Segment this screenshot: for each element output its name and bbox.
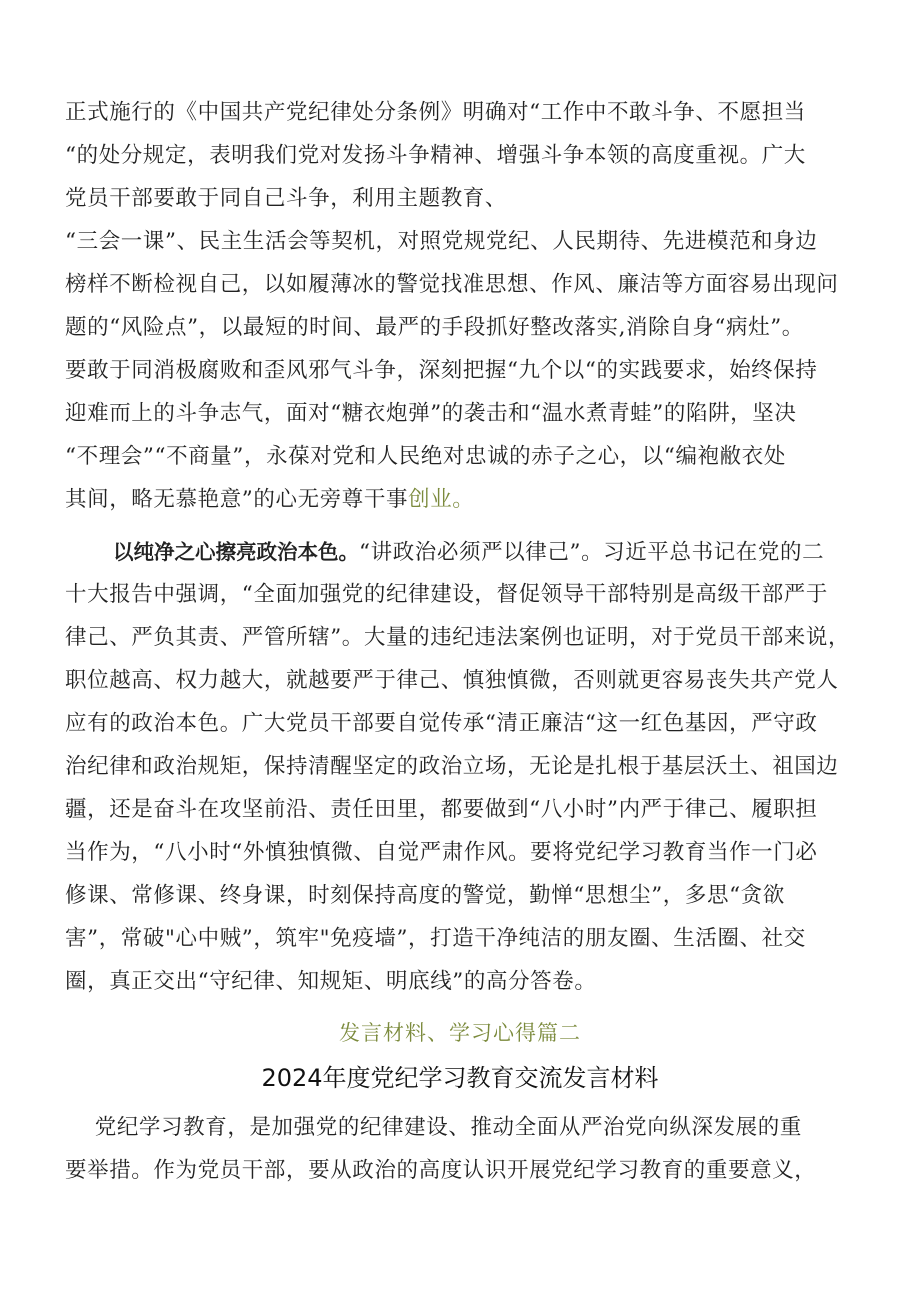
paragraph-line: 圈，真正交出“守纪律、知规矩、明底线”的高分答卷。 (65, 969, 597, 994)
section-subheading: 发言材料、学习心得篇二 (339, 1021, 581, 1045)
paragraph-line (65, 485, 474, 515)
paragraph-line (113, 537, 824, 568)
paragraph-line: 应有的政治本色。广大党员干部要自觉传承“清正廉洁“这一红色基因，严守政 (65, 711, 818, 736)
paragraph-line: 要敢于同消极腐败和歪风邪气斗争，深刻把握“九个以“的实践要求，始终保持 (65, 358, 818, 383)
paragraph-line: 要举措。作为党员干部，要从政治的高度认识开展党纪学习教育的重要意义， (65, 1158, 817, 1183)
paragraph-line: “的处分规定，表明我们党对发扬斗争精神、增强斗争本领的高度重视。广大 (65, 143, 806, 168)
paragraph-line: 十大报告中强调，“全面加强党的纪律建设，督促领导干部特别是高级干部严于 (65, 582, 828, 607)
paragraph-line: 职位越高、权力越大，就越要严于律己、慎独慎微，否则就更容易丧失共产党人 (65, 668, 839, 693)
paragraph-line: 榜样不断检视自己，以如履薄冰的警觉找准思想、作风、廉洁等方面容易出现问 (65, 272, 839, 297)
document-title: 2024年度党纪学习教育交流发言材料 (261, 1064, 659, 1092)
paragraph-line: 律己、严负其责、严管所辖”。大量的违纪违法案例也证明，对于党员干部来说， (65, 625, 851, 650)
paragraph-line: 修课、常修课、终身课，时刻保持高度的警觉，勤惮“思想尘”，多思“贪欲 (65, 883, 785, 908)
paragraph-text-tail: 创业。 (408, 487, 475, 512)
paragraph-line: 正式施行的《中国共产党纪律处分条例》明确对“工作中不敢斗争、不愿担当 (65, 100, 806, 125)
paragraph-line: 题的“风险点”，以最短的时间、最严的手段抓好整改落实,消除自身“病灶”。 (65, 315, 804, 340)
paragraph-line: “三会一课”、民主生活会等契机，对照党规党纪、人民期待、先进模范和身边 (65, 229, 818, 254)
paragraph-line: “不理会”“不商量”，永葆对党和人民绝对忠诚的赤子之心，以“编袍敝衣处 (65, 444, 786, 469)
paragraph-line: 疆，还是奋斗在攻坚前沿、责任田里，都要做到“八小时”内严于律己、履职担 (65, 797, 818, 822)
paragraph-line: 党员干部要敢于同自己斗争，利用主题教育、 (65, 186, 508, 211)
section-lead-title: 以纯净之心擦亮政治本色。 (113, 540, 359, 564)
paragraph-line: 党纪学习教育，是加强党的纪律建设、推动全面从严治党向纵深发展的重 (65, 1115, 802, 1140)
paragraph-line: 迎难而上的斗争志气，面对“糖衣炮弹”的袭击和“温水煮青蛙”的陷阱，坚决 (65, 401, 797, 426)
paragraph-line: 治纪律和政治规矩，保持清醒坚定的政治立场，无论是扎根于基层沃土、祖国边 (65, 754, 839, 779)
paragraph-text: “讲政治必须严以律己”。习近平总书记在党的二 (359, 540, 825, 565)
paragraph-line: 当作为，“八小时“外慎独慎微、自觉严肃作风。要将党纪学习教育当作一门必 (65, 840, 818, 865)
paragraph-line: 害”，常破"心中贼”，筑牢"免疫墙”，打造干净纯洁的朋友圈、生活圈、社交 (65, 926, 806, 951)
paragraph-text: 其间，略无慕艳意”的心无旁尊干事 (65, 487, 409, 512)
